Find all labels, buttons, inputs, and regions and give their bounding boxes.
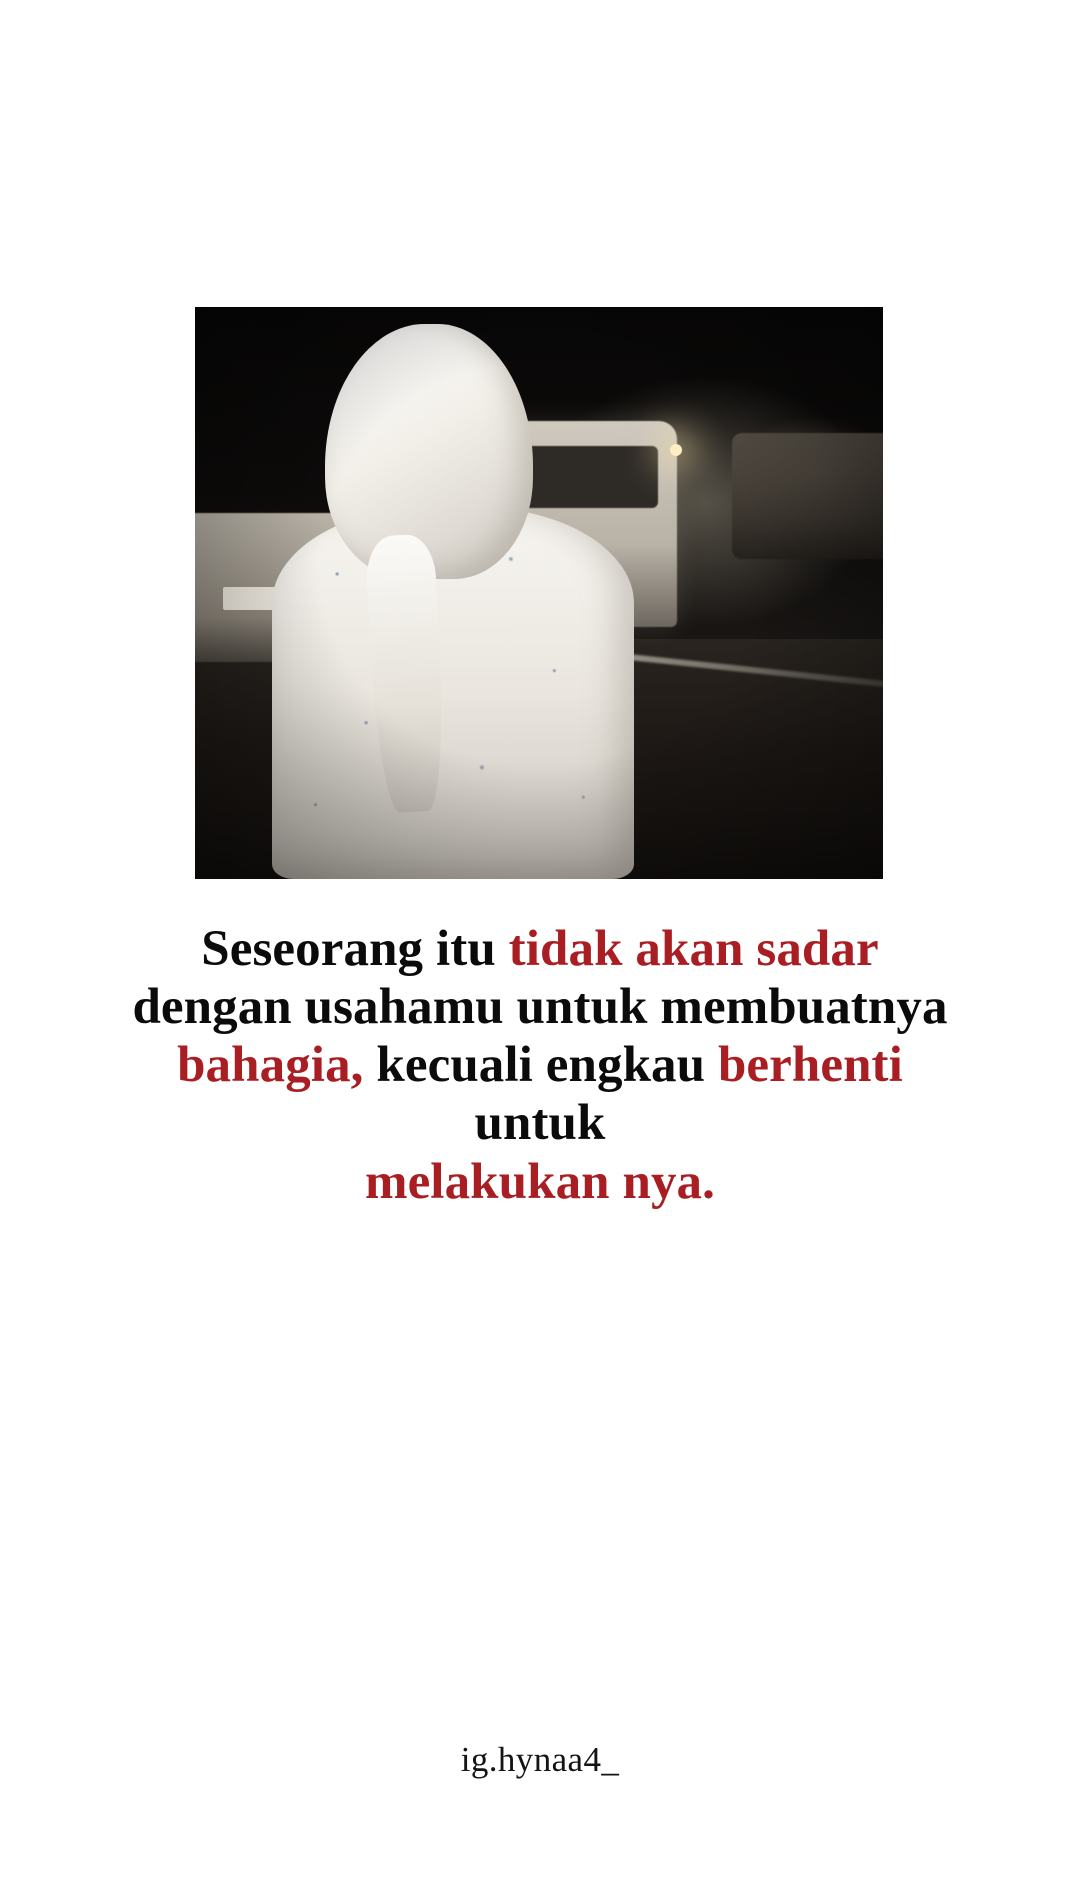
quote-segment-accent: tidak akan sadar (508, 921, 879, 977)
night-street-photo (195, 307, 883, 879)
quote-line-4 (110, 1153, 970, 1211)
quote-segment: untuk (474, 1095, 606, 1152)
person-figure (264, 324, 649, 879)
quote-segment: Seseorang itu (201, 921, 509, 977)
quote-line-2 (110, 978, 970, 1036)
quote-segment: kecuali engkau (363, 1037, 718, 1094)
parked-car-right (732, 433, 883, 559)
quote-segment-accent: bahagia, (177, 1037, 364, 1094)
quote-text (110, 920, 970, 1211)
quote-segment-accent: melakukan nya. (364, 1153, 715, 1210)
street-lamp-icon (670, 444, 682, 456)
photo-frame (195, 307, 883, 879)
quote-line-1 (110, 920, 970, 978)
quote-segment: dengan usahamu untuk membuatnya (132, 979, 948, 1036)
quote-line-3 (110, 1036, 970, 1152)
account-handle: ig.hynaa4_ (460, 1740, 620, 1779)
quote-segment-accent: berhenti (717, 1037, 903, 1094)
white-hijab (325, 324, 533, 579)
